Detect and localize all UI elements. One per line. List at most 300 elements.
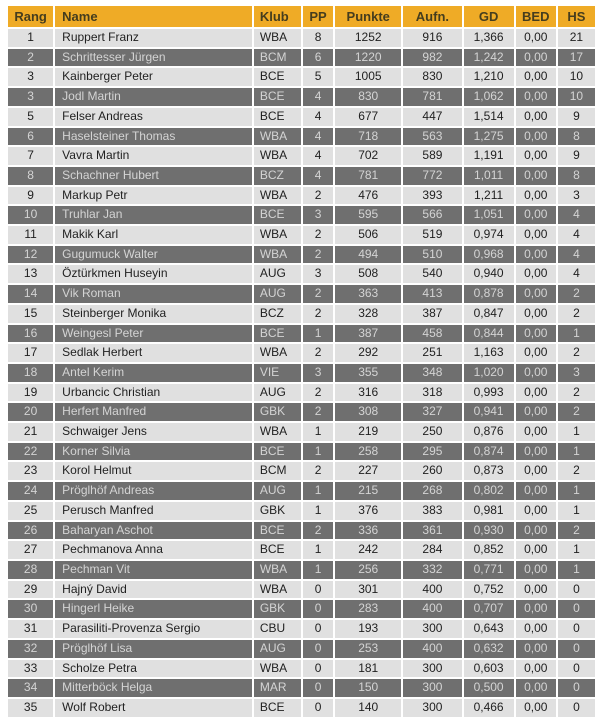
gd-cell: 0,771 (464, 561, 514, 579)
column-header-name: Name (55, 6, 252, 27)
table-row (8, 29, 595, 47)
innings-cell: 361 (403, 522, 461, 540)
points-cell: 830 (335, 88, 401, 106)
gd-cell: 0,632 (464, 640, 514, 658)
name-cell: Hingerl Heike (55, 600, 252, 618)
table-row (8, 167, 595, 185)
club-cell: BCE (254, 88, 301, 106)
name-cell: Weingesl Peter (55, 325, 252, 343)
innings-cell: 400 (403, 581, 461, 599)
pp-cell: 4 (303, 128, 333, 146)
table-row (8, 246, 595, 264)
points-cell: 476 (335, 187, 401, 205)
name-cell: Scholze Petra (55, 660, 252, 678)
pp-cell: 3 (303, 206, 333, 224)
pp-cell: 1 (303, 443, 333, 461)
name-cell: Korol Helmut (55, 462, 252, 480)
pp-cell: 0 (303, 581, 333, 599)
innings-cell: 383 (403, 502, 461, 520)
club-cell: WBA (254, 660, 301, 678)
hs-cell: 4 (558, 246, 595, 264)
innings-cell: 300 (403, 679, 461, 697)
pp-cell: 0 (303, 640, 333, 658)
hs-cell: 1 (558, 325, 595, 343)
name-cell: Truhlar Jan (55, 206, 252, 224)
name-cell: Ruppert Franz (55, 29, 252, 47)
club-cell: AUG (254, 265, 301, 283)
table-row (8, 187, 595, 205)
table-row (8, 305, 595, 323)
innings-cell: 387 (403, 305, 461, 323)
points-cell: 215 (335, 482, 401, 500)
club-cell: AUG (254, 384, 301, 402)
bed-cell: 0,00 (516, 640, 556, 658)
hs-cell: 0 (558, 640, 595, 658)
hs-cell: 9 (558, 108, 595, 126)
bed-cell: 0,00 (516, 384, 556, 402)
pp-cell: 1 (303, 541, 333, 559)
table-row (8, 364, 595, 382)
rank-cell: 8 (8, 167, 53, 185)
gd-cell: 0,968 (464, 246, 514, 264)
club-cell: WBA (254, 581, 301, 599)
hs-cell: 2 (558, 285, 595, 303)
bed-cell: 0,00 (516, 541, 556, 559)
bed-cell: 0,00 (516, 403, 556, 421)
pp-cell: 5 (303, 68, 333, 86)
points-cell: 301 (335, 581, 401, 599)
table-row (8, 88, 595, 106)
points-cell: 1220 (335, 49, 401, 67)
rank-cell: 27 (8, 541, 53, 559)
bed-cell: 0,00 (516, 305, 556, 323)
hs-cell: 0 (558, 699, 595, 717)
pp-cell: 0 (303, 660, 333, 678)
rank-cell: 30 (8, 600, 53, 618)
name-cell: Urbancic Christian (55, 384, 252, 402)
points-cell: 1005 (335, 68, 401, 86)
table-row (8, 462, 595, 480)
innings-cell: 458 (403, 325, 461, 343)
table-row (8, 660, 595, 678)
name-cell: Sedlak Herbert (55, 344, 252, 362)
bed-cell: 0,00 (516, 88, 556, 106)
name-cell: Vik Roman (55, 285, 252, 303)
name-cell: Gugumuck Walter (55, 246, 252, 264)
innings-cell: 982 (403, 49, 461, 67)
gd-cell: 1,011 (464, 167, 514, 185)
hs-cell: 0 (558, 600, 595, 618)
rank-cell: 3 (8, 88, 53, 106)
club-cell: BCE (254, 522, 301, 540)
club-cell: BCE (254, 108, 301, 126)
innings-cell: 772 (403, 167, 461, 185)
table-row (8, 620, 595, 638)
header-row (8, 6, 595, 27)
hs-cell: 9 (558, 147, 595, 165)
gd-cell: 1,275 (464, 128, 514, 146)
column-header-pp: PP (303, 6, 333, 27)
innings-cell: 284 (403, 541, 461, 559)
rank-cell: 35 (8, 699, 53, 717)
name-cell: Parasiliti-Provenza Sergio (55, 620, 252, 638)
table-header (8, 6, 595, 27)
name-cell: Schrittesser Jürgen (55, 49, 252, 67)
gd-cell: 0,993 (464, 384, 514, 402)
bed-cell: 0,00 (516, 68, 556, 86)
table-row (8, 68, 595, 86)
hs-cell: 2 (558, 384, 595, 402)
column-header-rank: Rang (8, 6, 53, 27)
table-row (8, 384, 595, 402)
points-cell: 506 (335, 226, 401, 244)
bed-cell: 0,00 (516, 325, 556, 343)
rank-cell: 16 (8, 325, 53, 343)
gd-cell: 0,981 (464, 502, 514, 520)
table-row (8, 206, 595, 224)
points-cell: 219 (335, 423, 401, 441)
rank-cell: 29 (8, 581, 53, 599)
gd-cell: 1,020 (464, 364, 514, 382)
rank-cell: 15 (8, 305, 53, 323)
gd-cell: 1,191 (464, 147, 514, 165)
pp-cell: 1 (303, 502, 333, 520)
hs-cell: 1 (558, 423, 595, 441)
table-row (8, 403, 595, 421)
hs-cell: 4 (558, 265, 595, 283)
name-cell: Korner Silvia (55, 443, 252, 461)
name-cell: Pröglhöf Lisa (55, 640, 252, 658)
rank-cell: 22 (8, 443, 53, 461)
pp-cell: 2 (303, 462, 333, 480)
rank-cell: 11 (8, 226, 53, 244)
table-row (8, 443, 595, 461)
points-cell: 595 (335, 206, 401, 224)
pp-cell: 4 (303, 88, 333, 106)
innings-cell: 295 (403, 443, 461, 461)
gd-cell: 1,211 (464, 187, 514, 205)
club-cell: GBK (254, 600, 301, 618)
name-cell: Öztürkmen Huseyin (55, 265, 252, 283)
club-cell: BCE (254, 541, 301, 559)
name-cell: Hajný David (55, 581, 252, 599)
name-cell: Pröglhöf Andreas (55, 482, 252, 500)
bed-cell: 0,00 (516, 147, 556, 165)
gd-cell: 1,366 (464, 29, 514, 47)
bed-cell: 0,00 (516, 679, 556, 697)
club-cell: AUG (254, 285, 301, 303)
hs-cell: 2 (558, 403, 595, 421)
table-row (8, 49, 595, 67)
bed-cell: 0,00 (516, 699, 556, 717)
name-cell: Pechmanova Anna (55, 541, 252, 559)
pp-cell: 2 (303, 403, 333, 421)
table-row (8, 325, 595, 343)
club-cell: AUG (254, 482, 301, 500)
name-cell: Markup Petr (55, 187, 252, 205)
gd-cell: 1,051 (464, 206, 514, 224)
rank-cell: 1 (8, 29, 53, 47)
name-cell: Pechman Vit (55, 561, 252, 579)
table-row (8, 699, 595, 717)
table-row (8, 581, 595, 599)
bed-cell: 0,00 (516, 502, 556, 520)
hs-cell: 0 (558, 581, 595, 599)
points-cell: 140 (335, 699, 401, 717)
points-cell: 283 (335, 600, 401, 618)
gd-cell: 0,873 (464, 462, 514, 480)
gd-cell: 0,940 (464, 265, 514, 283)
name-cell: Herfert Manfred (55, 403, 252, 421)
innings-cell: 327 (403, 403, 461, 421)
club-cell: GBK (254, 403, 301, 421)
bed-cell: 0,00 (516, 246, 556, 264)
points-cell: 781 (335, 167, 401, 185)
rank-cell: 5 (8, 108, 53, 126)
table-row (8, 541, 595, 559)
gd-cell: 0,802 (464, 482, 514, 500)
points-cell: 677 (335, 108, 401, 126)
innings-cell: 348 (403, 364, 461, 382)
hs-cell: 2 (558, 305, 595, 323)
innings-cell: 563 (403, 128, 461, 146)
gd-cell: 0,500 (464, 679, 514, 697)
hs-cell: 0 (558, 620, 595, 638)
bed-cell: 0,00 (516, 620, 556, 638)
innings-cell: 250 (403, 423, 461, 441)
hs-cell: 10 (558, 88, 595, 106)
hs-cell: 2 (558, 344, 595, 362)
bed-cell: 0,00 (516, 522, 556, 540)
bed-cell: 0,00 (516, 206, 556, 224)
bed-cell: 0,00 (516, 581, 556, 599)
points-cell: 718 (335, 128, 401, 146)
table-row (8, 285, 595, 303)
pp-cell: 0 (303, 679, 333, 697)
gd-cell: 1,210 (464, 68, 514, 86)
table-row (8, 226, 595, 244)
bed-cell: 0,00 (516, 344, 556, 362)
table-row (8, 265, 595, 283)
club-cell: BCE (254, 443, 301, 461)
hs-cell: 4 (558, 206, 595, 224)
innings-cell: 413 (403, 285, 461, 303)
club-cell: BCE (254, 699, 301, 717)
innings-cell: 260 (403, 462, 461, 480)
bed-cell: 0,00 (516, 187, 556, 205)
innings-cell: 393 (403, 187, 461, 205)
column-header-gd: GD (464, 6, 514, 27)
club-cell: CBU (254, 620, 301, 638)
rank-cell: 31 (8, 620, 53, 638)
pp-cell: 4 (303, 108, 333, 126)
club-cell: BCZ (254, 305, 301, 323)
points-cell: 193 (335, 620, 401, 638)
hs-cell: 21 (558, 29, 595, 47)
bed-cell: 0,00 (516, 167, 556, 185)
gd-cell: 0,847 (464, 305, 514, 323)
column-header-innings: Aufn. (403, 6, 461, 27)
ranking-table (6, 4, 597, 719)
innings-cell: 300 (403, 660, 461, 678)
table-row (8, 561, 595, 579)
name-cell: Mitterböck Helga (55, 679, 252, 697)
gd-cell: 0,643 (464, 620, 514, 638)
gd-cell: 1,163 (464, 344, 514, 362)
name-cell: Antel Kerim (55, 364, 252, 382)
rank-cell: 23 (8, 462, 53, 480)
rank-cell: 7 (8, 147, 53, 165)
column-header-bed: BED (516, 6, 556, 27)
rank-cell: 13 (8, 265, 53, 283)
hs-cell: 1 (558, 561, 595, 579)
hs-cell: 4 (558, 226, 595, 244)
hs-cell: 1 (558, 502, 595, 520)
points-cell: 376 (335, 502, 401, 520)
pp-cell: 3 (303, 364, 333, 382)
table-row (8, 502, 595, 520)
pp-cell: 6 (303, 49, 333, 67)
pp-cell: 4 (303, 167, 333, 185)
club-cell: BCM (254, 462, 301, 480)
points-cell: 242 (335, 541, 401, 559)
bed-cell: 0,00 (516, 561, 556, 579)
club-cell: BCZ (254, 167, 301, 185)
rank-cell: 10 (8, 206, 53, 224)
table-row (8, 147, 595, 165)
hs-cell: 17 (558, 49, 595, 67)
rank-cell: 33 (8, 660, 53, 678)
bed-cell: 0,00 (516, 49, 556, 67)
hs-cell: 3 (558, 364, 595, 382)
innings-cell: 830 (403, 68, 461, 86)
table-row (8, 640, 595, 658)
innings-cell: 332 (403, 561, 461, 579)
club-cell: BCM (254, 49, 301, 67)
name-cell: Makik Karl (55, 226, 252, 244)
hs-cell: 8 (558, 128, 595, 146)
points-cell: 258 (335, 443, 401, 461)
gd-cell: 0,878 (464, 285, 514, 303)
table-row (8, 482, 595, 500)
pp-cell: 1 (303, 561, 333, 579)
points-cell: 316 (335, 384, 401, 402)
name-cell: Steinberger Monika (55, 305, 252, 323)
bed-cell: 0,00 (516, 660, 556, 678)
club-cell: BCE (254, 325, 301, 343)
gd-cell: 1,242 (464, 49, 514, 67)
pp-cell: 0 (303, 699, 333, 717)
column-header-hs: HS (558, 6, 595, 27)
club-cell: WBA (254, 344, 301, 362)
points-cell: 702 (335, 147, 401, 165)
bed-cell: 0,00 (516, 600, 556, 618)
rank-cell: 12 (8, 246, 53, 264)
rank-cell: 26 (8, 522, 53, 540)
pp-cell: 2 (303, 384, 333, 402)
club-cell: WBA (254, 561, 301, 579)
gd-cell: 0,941 (464, 403, 514, 421)
hs-cell: 0 (558, 679, 595, 697)
pp-cell: 2 (303, 285, 333, 303)
ranking-table-body (8, 29, 595, 717)
name-cell: Felser Andreas (55, 108, 252, 126)
bed-cell: 0,00 (516, 443, 556, 461)
name-cell: Perusch Manfred (55, 502, 252, 520)
club-cell: GBK (254, 502, 301, 520)
rank-cell: 14 (8, 285, 53, 303)
points-cell: 256 (335, 561, 401, 579)
innings-cell: 781 (403, 88, 461, 106)
innings-cell: 268 (403, 482, 461, 500)
gd-cell: 0,930 (464, 522, 514, 540)
club-cell: VIE (254, 364, 301, 382)
hs-cell: 1 (558, 443, 595, 461)
bed-cell: 0,00 (516, 423, 556, 441)
pp-cell: 1 (303, 423, 333, 441)
points-cell: 387 (335, 325, 401, 343)
club-cell: WBA (254, 128, 301, 146)
table-row (8, 423, 595, 441)
name-cell: Haselsteiner Thomas (55, 128, 252, 146)
innings-cell: 540 (403, 265, 461, 283)
hs-cell: 3 (558, 187, 595, 205)
innings-cell: 300 (403, 699, 461, 717)
table-row (8, 522, 595, 540)
innings-cell: 510 (403, 246, 461, 264)
gd-cell: 0,852 (464, 541, 514, 559)
name-cell: Jodl Martin (55, 88, 252, 106)
table-row (8, 128, 595, 146)
name-cell: Kainberger Peter (55, 68, 252, 86)
innings-cell: 589 (403, 147, 461, 165)
points-cell: 1252 (335, 29, 401, 47)
gd-cell: 0,876 (464, 423, 514, 441)
points-cell: 150 (335, 679, 401, 697)
name-cell: Schwaiger Jens (55, 423, 252, 441)
rank-cell: 6 (8, 128, 53, 146)
column-header-club: Klub (254, 6, 301, 27)
hs-cell: 10 (558, 68, 595, 86)
bed-cell: 0,00 (516, 226, 556, 244)
rank-cell: 18 (8, 364, 53, 382)
rank-cell: 24 (8, 482, 53, 500)
bed-cell: 0,00 (516, 364, 556, 382)
name-cell: Wolf Robert (55, 699, 252, 717)
innings-cell: 318 (403, 384, 461, 402)
pp-cell: 0 (303, 600, 333, 618)
club-cell: WBA (254, 29, 301, 47)
table-row (8, 108, 595, 126)
gd-cell: 1,514 (464, 108, 514, 126)
club-cell: WBA (254, 187, 301, 205)
innings-cell: 300 (403, 620, 461, 638)
club-cell: AUG (254, 640, 301, 658)
pp-cell: 8 (303, 29, 333, 47)
name-cell: Schachner Hubert (55, 167, 252, 185)
rank-cell: 3 (8, 68, 53, 86)
pp-cell: 2 (303, 187, 333, 205)
hs-cell: 2 (558, 462, 595, 480)
innings-cell: 519 (403, 226, 461, 244)
rank-cell: 25 (8, 502, 53, 520)
rank-cell: 2 (8, 49, 53, 67)
rank-cell: 28 (8, 561, 53, 579)
club-cell: MAR (254, 679, 301, 697)
pp-cell: 2 (303, 344, 333, 362)
points-cell: 292 (335, 344, 401, 362)
bed-cell: 0,00 (516, 128, 556, 146)
